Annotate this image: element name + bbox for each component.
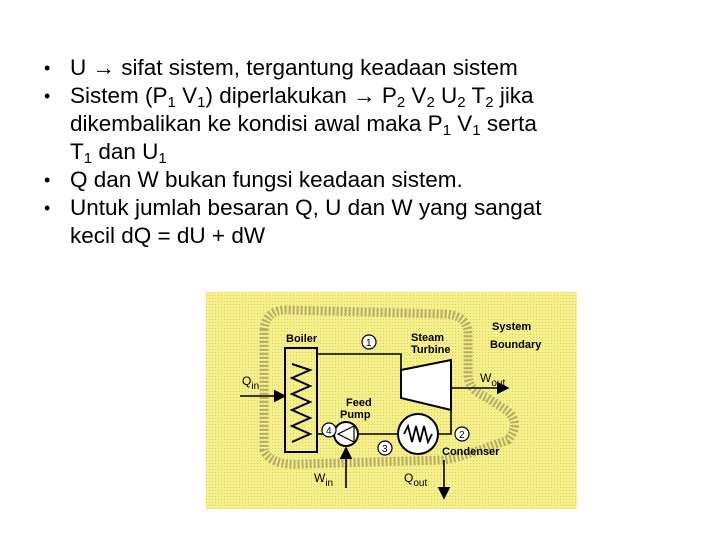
subscript: 1 — [83, 150, 93, 167]
state-3-label: 3 — [382, 444, 388, 455]
state-1-label: 1 — [366, 338, 372, 349]
subscript: 1 — [158, 150, 167, 167]
subscript: 2 — [485, 94, 494, 111]
feed-pump-label-2: Pump — [340, 409, 371, 421]
system-boundary-label-2: Boundary — [490, 339, 542, 351]
subscript: 2 — [426, 94, 435, 111]
feed-pump-label-1: Feed — [346, 397, 372, 409]
bullet-4 — [44, 194, 684, 250]
bullet-list — [44, 54, 684, 250]
subscript: 1 — [442, 122, 452, 139]
text: V — [405, 83, 427, 108]
steam-turbine-label-1: Steam — [411, 332, 445, 344]
text: dikembalikan ke kondisi awal maka P — [70, 111, 443, 136]
text: V — [451, 111, 473, 136]
rankine-cycle-diagram — [206, 292, 577, 509]
text: T — [465, 83, 486, 108]
text: Sistem (P — [70, 83, 168, 108]
subscript: 2 — [396, 94, 406, 111]
condenser-label: Condenser — [442, 446, 500, 458]
q-out-label: $Q_{out}$ — [404, 471, 428, 489]
subscript: 2 — [457, 94, 466, 111]
bullet-dot-icon: • — [44, 86, 51, 106]
text: ) diperlakukan — [205, 83, 354, 108]
state-2-label: 2 — [459, 430, 465, 441]
bullet-2 — [44, 82, 684, 166]
subscript: 1 — [472, 122, 481, 139]
text: U — [70, 55, 93, 80]
text: dan U — [92, 139, 159, 164]
text: T — [70, 139, 84, 164]
text: Untuk jumlah besaran Q, U dan W yang sangat — [70, 195, 542, 220]
w-in-label: $W_{in}$ — [314, 471, 334, 489]
steam-turbine-label-2: Turbine — [411, 344, 451, 356]
subscript: 1 — [167, 94, 176, 111]
state-4-label: 4 — [326, 426, 332, 437]
text: jika — [493, 83, 534, 108]
bullet-dot-icon: • — [44, 198, 51, 218]
text: P — [375, 83, 397, 108]
bullet-1 — [44, 54, 684, 82]
text: kecil dQ = dU + dW — [70, 223, 266, 248]
w-out-label: $W_{out}$ — [480, 371, 506, 389]
text: U — [434, 83, 458, 108]
text: V — [175, 83, 198, 108]
boiler-label: Boiler — [286, 333, 318, 345]
bullet-3 — [44, 166, 684, 194]
right-arrow-icon: → — [353, 83, 376, 108]
right-arrow-icon: → — [92, 55, 115, 80]
q-in-label: $Q_{in}$ — [242, 374, 260, 392]
text: Q dan W bukan fungsi keadaan sistem. — [70, 167, 463, 192]
text: serta — [480, 111, 537, 136]
bullet-dot-icon: • — [44, 58, 51, 78]
text: sifat sistem, tergantung keadaan sistem — [115, 55, 518, 80]
subscript: 1 — [197, 94, 206, 111]
bullet-dot-icon: • — [44, 170, 51, 190]
system-boundary-label-1: System — [492, 321, 532, 333]
